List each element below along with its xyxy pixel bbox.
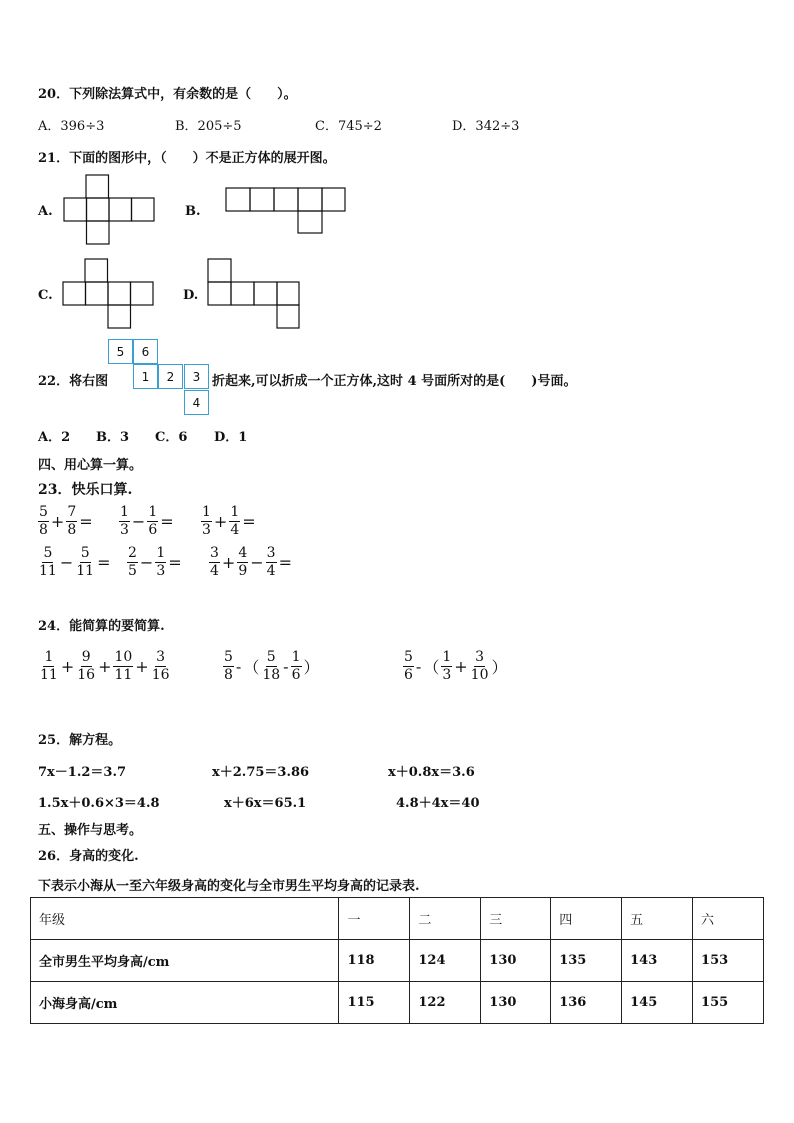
q24-expr-1: $\frac{1}{11}$ + $\frac{9}{16}$ + $\frac{10}{11}$ + $\frac{3}{16}$ <box>40 649 170 683</box>
q22-option-c: C．6 <box>155 430 188 445</box>
table-cell: 143 <box>622 940 693 982</box>
q22-option-a: A．2 <box>38 430 71 445</box>
table-cell: 136 <box>551 982 622 1024</box>
q26-description: 下表示小海从一至六年级身高的变化与全市男生平均身高的记录表. <box>38 879 420 894</box>
q21-label-c: C. <box>38 288 53 303</box>
net-cell-2: 2 <box>158 364 183 389</box>
header-cell: 年级 <box>31 898 339 940</box>
table-cell: 124 <box>410 940 481 982</box>
table-cell: 122 <box>410 982 481 1024</box>
section-4-heading: 四、用心算一算。 <box>38 458 143 473</box>
table-row <box>31 940 764 982</box>
header-cell: 二 <box>410 898 481 940</box>
net-figure-a <box>63 174 157 246</box>
q23-expr-4: $\frac{5}{11}$ − $\frac{5}{11}$ = <box>39 545 111 579</box>
q20-option-a: A．396÷3 <box>38 119 105 134</box>
height-record-table <box>30 897 764 1024</box>
q26-title: 26．身高的变化. <box>38 849 139 864</box>
q21-title: 21．下面的图形中，（ ）不是正方体的展开图。 <box>38 151 336 166</box>
q21-label-a: A. <box>38 204 53 219</box>
q24-expr-2: $\frac{5}{8}$ - （ $\frac{5}{18}$ - $\frac{1}{6}$ ） <box>224 649 320 683</box>
q20-title: 20．下列除法算式中，有余数的是（ ）。 <box>38 87 297 102</box>
net-cell-3: 3 <box>184 364 209 389</box>
q20-option-d: D．342÷3 <box>452 119 520 134</box>
header-cell: 一 <box>339 898 410 940</box>
q20-option-c: C．745÷2 <box>315 119 382 134</box>
table-cell: 118 <box>339 940 410 982</box>
q25-equation-1: 7x－1.2＝3.7 <box>38 765 127 780</box>
q23-expr-1: $\frac{5}{8}$ + $\frac{7}{8}$ = <box>39 504 93 538</box>
q21-label-b: B. <box>185 204 201 219</box>
table-cell: 135 <box>551 940 622 982</box>
net-cell-6: 6 <box>133 339 158 364</box>
header-cell: 五 <box>622 898 693 940</box>
table-header-row <box>31 898 764 940</box>
q20-option-b: B．205÷5 <box>175 119 242 134</box>
net-cell-5: 5 <box>108 339 133 364</box>
q23-expr-6: $\frac{3}{4}$ + $\frac{4}{9}$ − $\frac{3}{4}$ = <box>210 545 292 579</box>
section-5-heading: 五、操作与思考。 <box>38 823 143 838</box>
net-figure-c <box>62 258 156 330</box>
q25-title: 25．解方程。 <box>38 733 122 748</box>
q22-suffix: 折起来,可以折成一个正方体,这时 4 号面所对的是( )号面。 <box>212 374 577 389</box>
table-cell: 115 <box>339 982 410 1024</box>
header-cell: 三 <box>481 898 551 940</box>
q23-title: 23．快乐口算. <box>38 482 133 498</box>
table-cell: 153 <box>693 940 764 982</box>
q24-title: 24．能简算的要简算. <box>38 619 165 634</box>
q25-equation-6: 4.8＋4x＝40 <box>396 796 480 811</box>
q25-equation-5: x＋6x＝65.1 <box>224 796 307 811</box>
table-cell: 130 <box>481 982 551 1024</box>
net-figure-b <box>225 187 347 235</box>
q23-expr-5: $\frac{2}{5}$ − $\frac{1}{3}$ = <box>128 545 182 579</box>
q23-expr-2: $\frac{1}{3}$ − $\frac{1}{6}$ = <box>120 504 174 538</box>
row-label: 小海身高/cm <box>31 982 339 1024</box>
q24-expr-3: $\frac{5}{6}$ - （ $\frac{1}{3}$ + $\frac{3}{10}$ ） <box>404 649 508 683</box>
header-cell: 六 <box>693 898 764 940</box>
q23-expr-3: $\frac{1}{3}$ + $\frac{1}{4}$ = <box>202 504 256 538</box>
net-figure-d <box>207 258 301 330</box>
q25-equation-3: x＋0.8x＝3.6 <box>388 765 475 780</box>
q25-equation-4: 1.5x＋0.6×3＝4.8 <box>38 796 160 811</box>
net-cell-1: 1 <box>133 364 158 389</box>
table-cell: 155 <box>693 982 764 1024</box>
table-cell: 130 <box>481 940 551 982</box>
q22-prefix: 22．将右图 <box>38 374 109 389</box>
q21-label-d: D. <box>183 288 199 303</box>
q22-option-d: D．1 <box>214 430 248 445</box>
q22-option-b: B．3 <box>96 430 130 445</box>
q25-equation-2: x＋2.75＝3.86 <box>212 765 310 780</box>
row-label: 全市男生平均身高/cm <box>31 940 339 982</box>
table-cell: 145 <box>622 982 693 1024</box>
table-row <box>31 982 764 1024</box>
header-cell: 四 <box>551 898 622 940</box>
net-cell-4: 4 <box>184 390 209 415</box>
